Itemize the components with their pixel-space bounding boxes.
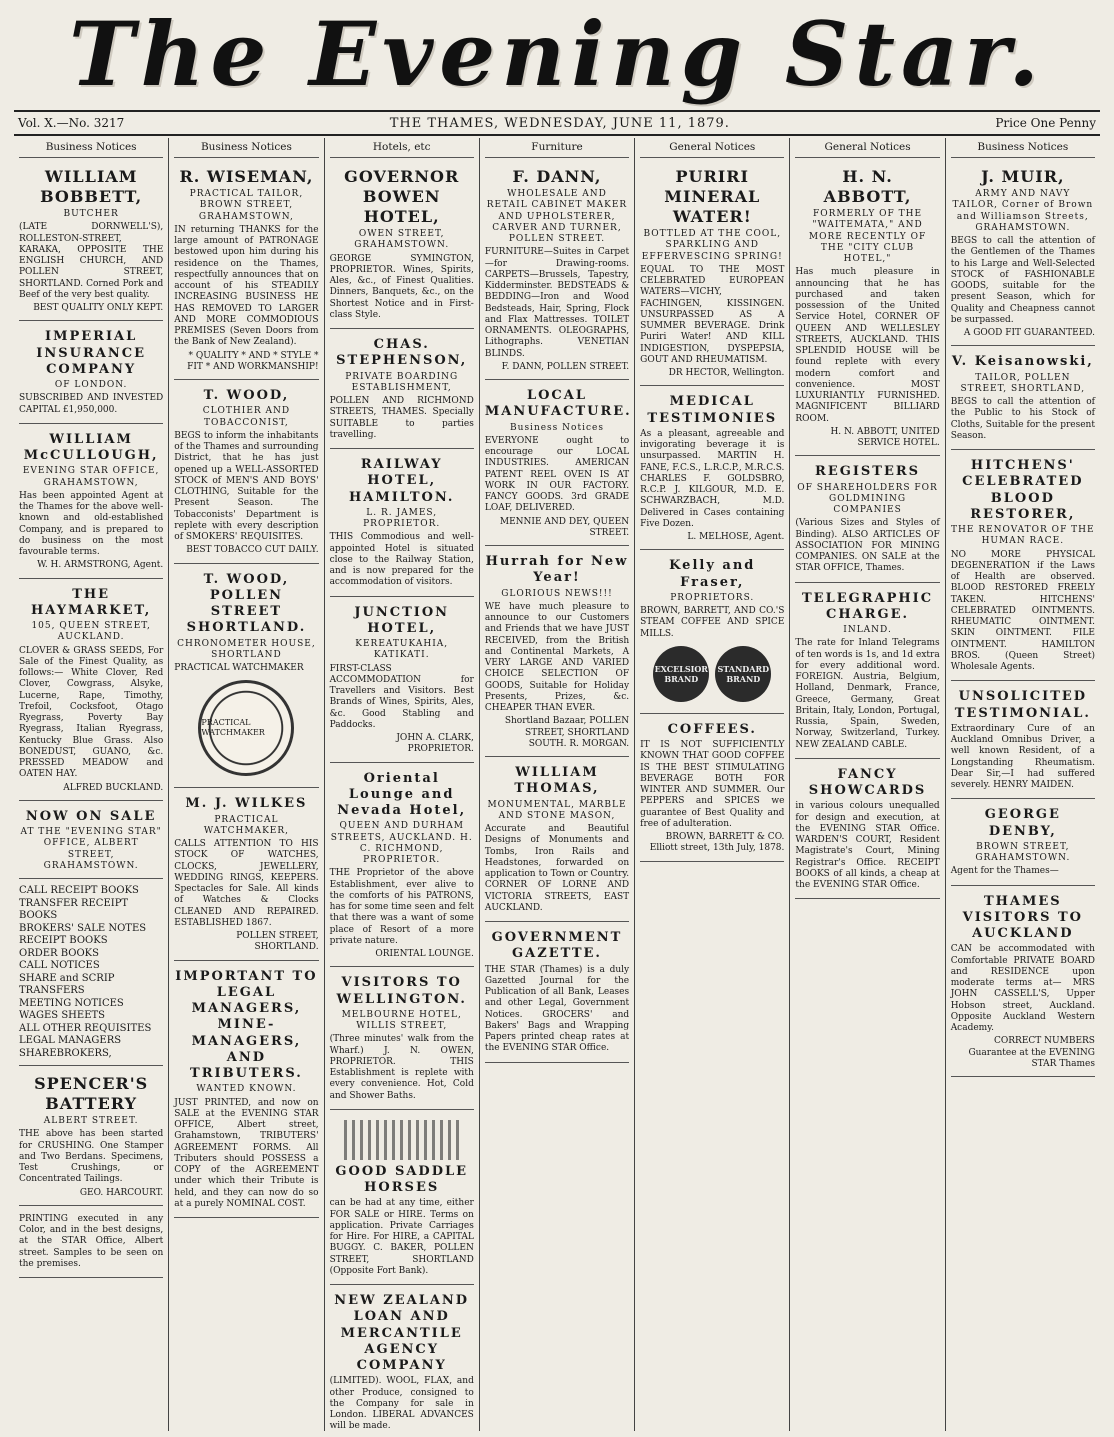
column-header: Hotels, etc	[330, 138, 474, 158]
ad-subheading: MONUMENTAL, MARBLE AND STONE MASON,	[487, 799, 627, 821]
ad-body: IN returning THANKS for the large amount of PATRONAGE bestowed upon him during his residence on the Thames, respectfully announces that on account of his STEADILY INCREASING BUSINESS HE HAS REMOVED TO LARGER AND MORE COMMODIOUS PREMISES (Seven Doors from the Bank of New Zealand).	[174, 224, 319, 348]
advertisement	[640, 717, 784, 862]
ad-subheading: FORMERLY OF THE "WAITEMATA," AND MORE RECENTLY OF THE "CITY CLUB HOTEL,"	[808, 209, 927, 265]
ad-body: POLLEN AND RICHMOND STREETS, THAMES. Specially SUITABLE to parties travelling.	[329, 396, 474, 440]
ad-subheading: OF LONDON.	[54, 380, 128, 391]
advertisement	[174, 964, 318, 1219]
ad-subheading: EVENING STAR OFFICE, GRAHAMSTOWN,	[22, 466, 160, 488]
columns	[14, 138, 1100, 1431]
ad-footer: GEO. HARCOURT.	[79, 1187, 164, 1198]
advertisement	[330, 766, 474, 968]
advertisement	[19, 324, 163, 424]
advertisement	[795, 162, 939, 456]
ad-subheading: BUTCHER	[63, 209, 119, 220]
advertisement	[951, 162, 1095, 346]
ad-heading: NOW ON SALE	[25, 808, 157, 824]
ad-subheading: BROWN STREET, GRAHAMSTOWN.	[975, 841, 1071, 864]
advertisement	[640, 553, 784, 714]
stationery-item: ALL OTHER REQUISITES	[19, 1022, 152, 1034]
ad-heading: NEW ZEALAND LOAN AND MERCANTILE AGENCY COMPANY	[334, 1293, 470, 1374]
ad-heading: H. N. ABBOTT,	[823, 167, 912, 207]
ad-heading: V. Keisanowski,	[951, 354, 1094, 370]
ad-body: PRACTICAL WATCHMAKER	[174, 663, 304, 674]
ad-body: EQUAL TO THE MOST CELEBRATED EUROPEAN WATERS—VICHY, FACHINGEN, KISSINGEN. UNSURPASSED AS A SUMMER BEVERAGE. Drink Puriri Water! AND KILL INDIGESTION, DYSPEPSIA, GOUT AND RHEUMATISM.	[640, 264, 785, 365]
ad-heading: THAMES VISITORS TO AUCKLAND	[962, 893, 1083, 942]
ad-body: WE have much pleasure to announce to our Customers and Friends that we have JUST RECEIVED, from the British and Continental Markets, A VERY LARGE AND VARIED CHOICE SELECTION OF GOODS, Suitable for Holiday Presents, Prizes, &c. CHEAPER THAN EVER.	[484, 601, 630, 714]
advertisement	[485, 925, 629, 1063]
advertisement	[19, 427, 163, 579]
watch-illustration: PRACTICAL WATCHMAKER	[198, 680, 294, 776]
ad-footer: F. DANN, POLLEN STREET.	[501, 361, 630, 372]
ad-heading: R. WISEMAN,	[179, 167, 314, 187]
column-header: General Notices	[795, 138, 939, 158]
ad-footer: W. H. ARMSTRONG, Agent.	[37, 560, 164, 571]
column-6	[789, 138, 944, 1431]
ad-heading: J. MUIR,	[981, 167, 1065, 187]
ad-body: GEORGE SYMINGTON, PROPRIETOR. Wines, Spirits, Ales, &c., of Finest Qualities. Dinners, Banquets, &c., on the Shortest Notice and in First-class Style.	[329, 253, 474, 320]
ad-body: (Various Sizes and Styles of Binding). ALSO ARTICLES OF ASSOCIATION FOR MINING COMPANIES. ON SALE at the STAR OFFICE, Thames.	[795, 518, 940, 574]
ad-footer: POLLEN STREET, SHORTLAND.	[236, 931, 319, 953]
stationery-item: RECEIPT BOOKS	[19, 935, 108, 947]
ad-heading: REGISTERS	[815, 464, 921, 480]
stationery-item: CALL RECEIPT BOOKS	[19, 885, 139, 897]
advertisement	[330, 970, 474, 1110]
ad-body: NO MORE PHYSICAL DEGENERATION if the Laws of Health are observed. BLOOD RESTORED FREELY TAKEN. HITCHENS' CELEBRATED OINTMENTS. RHEUMATIC OINTMENT. SKIN OINTMENT. FILE OINTMENT. HAMILTON BROS. (Queen Street) Wholesale Agents.	[950, 549, 1095, 673]
column-header: General Notices	[640, 138, 784, 158]
stationery-item: MEETING NOTICES	[19, 997, 124, 1009]
ad-subheading: OWEN STREET, GRAHAMSTOWN.	[354, 229, 450, 251]
brand-badges	[640, 646, 784, 702]
ad-footer: DR HECTOR, Wellington.	[668, 368, 785, 379]
advertisement	[330, 332, 474, 449]
ad-heading: TELEGRAPHIC CHARGE.	[801, 590, 934, 622]
ad-footer: ORIENTAL LOUNGE.	[375, 949, 474, 960]
ad-body: BEGS to call the attention of the Public to his Stock of Cloths, Suitable for the present Season.	[950, 397, 1095, 441]
ad-subheading: QUEEN AND DURHAM STREETS, AUCKLAND. H. C. RICHMOND, PROPRIETOR.	[330, 821, 473, 866]
ad-heading: PURIRI MINERAL WATER!	[664, 167, 761, 227]
column-header: Business Notices	[19, 138, 163, 158]
column-1	[14, 138, 168, 1431]
ad-subheading: WHOLESALE AND RETAIL CABINET MAKER AND UPHOLSTERER, CARVER AND TURNER, POLLEN STREET.	[486, 189, 628, 245]
ad-heading: IMPERIAL INSURANCE COMPANY	[36, 329, 146, 377]
ad-heading: COFFEES.	[667, 721, 757, 737]
place-date: THE THAMES, WEDNESDAY, JUNE 11, 1879.	[389, 115, 730, 131]
ad-subheading: 105, QUEEN STREET, AUCKLAND.	[31, 621, 151, 643]
ad-subheading: TAILOR, POLLEN STREET, SHORTLAND,	[960, 372, 1086, 394]
stationery-item: TRANSFER RECEIPT BOOKS	[19, 897, 129, 922]
ad-heading: Kelly and Fraser,	[669, 558, 756, 590]
ad-heading: M. J. WILKES	[185, 796, 308, 812]
ad-subheading: AT THE "EVENING STAR" OFFICE, ALBERT STREET, GRAHAMSTOWN.	[20, 827, 162, 871]
advertisement	[330, 1288, 474, 1431]
advertisement	[485, 760, 629, 922]
ad-heading: WILLIAM McCULLOUGH,	[23, 431, 159, 464]
advertisement	[484, 383, 632, 546]
dateline	[14, 110, 1100, 136]
ad-subheading: GLORIOUS NEWS!!!	[501, 588, 613, 599]
ad-heading: Hurrah for New Year!	[485, 554, 629, 586]
ad-subheading: THE RENOVATOR OF THE HUMAN RACE.	[951, 525, 1095, 547]
ad-body: BEGS to inform the inhabitants of the Thames and surrounding District, that he has just opened up a WELL-ASSORTED STOCK of MEN'S AND BOYS' CLOTHING, Suitable for the Present Season. The Tobacconists' Department is replete with every description of SMOKERS' REQUISITES.	[174, 430, 319, 543]
ad-subheading: PROPRIETORS.	[670, 592, 755, 603]
ad-footer: BEST TOBACCO CUT DAILY.	[186, 545, 319, 556]
ad-heading: HITCHENS' CELEBRATED BLOOD RESTORER,	[962, 458, 1084, 522]
carriage-illustration	[344, 1120, 459, 1160]
ad-body: CLOVER & GRASS SEEDS, For Sale of the Finest Quality, as follows:— White Clover, Red Clover, Cowgrass, Alsyke, Lucerne, Rape, Timothy, Trefoil, Cocksfoot, Otago Ryegrass, Poverty Bay Ryegrass, Italian Ryegrass, Kentucky Blue Grass. Also BONEDUST, GUANO, &c. PRESSED MEADOW and OATEN HAY.	[19, 645, 164, 780]
ad-heading: WILLIAM BOBBETT,	[40, 167, 143, 207]
ad-body: SUBSCRIBED AND INVESTED CAPITAL £1,950,000.	[19, 393, 164, 415]
ad-heading: IMPORTANT TO LEGAL MANAGERS, MINE-MANAGERS, AND TRIBUTERS.	[175, 968, 318, 1082]
stationery-item: CALL NOTICES	[19, 960, 100, 972]
ad-subheading: CHRONOMETER HOUSE, SHORTLAND	[177, 638, 316, 660]
ad-footer: MENNIE AND DEY, QUEEN STREET.	[499, 516, 630, 538]
stationery-item: SHARE and SCRIP TRANSFERS	[19, 972, 115, 997]
ad-heading: JUNCTION HOTEL,	[354, 604, 450, 636]
advertisement	[174, 162, 318, 380]
ad-heading: GEORGE DENBY,	[984, 807, 1061, 839]
ad-heading: F. DANN,	[512, 167, 602, 187]
column-7	[945, 138, 1100, 1431]
advertisement	[19, 162, 163, 321]
ad-subheading: INLAND.	[843, 625, 892, 636]
column-3	[324, 138, 479, 1431]
ad-body: THE STAR (Thames) is a duly Gazetted Journal for the Publication of all Bank, Leases and other Legal, Government Notices. GROCERS' and Bakers' Bags and Wrapping Papers printed cheap rates at the EVENING STAR Office.	[484, 964, 630, 1054]
price: Price One Penny	[995, 116, 1096, 130]
ad-subheading: ARMY AND NAVY TAILOR, Corner of Brown and Williamson Streets, GRAHAMSTOWN.	[952, 189, 1094, 233]
ad-heading: LOCAL MANUFACTURE.	[484, 388, 632, 420]
ad-body: THE above has been started for CRUSHING. One Stamper and Two Berdans. Specimens, Test Crushings, or Concentrated Tailings.	[19, 1129, 164, 1185]
advertisement	[951, 453, 1095, 681]
column-2	[168, 138, 323, 1431]
ad-heading: UNSOLICITED TESTIMONIAL.	[954, 689, 1091, 721]
ad-heading: T. WOOD, POLLEN STREET SHORTLAND.	[186, 571, 307, 636]
stationery-item: LEGAL MANAGERS	[19, 1035, 122, 1047]
ad-body: Agent for the Thames—	[950, 866, 1059, 877]
advertisement	[485, 162, 629, 380]
ad-subheading: L. R. JAMES, PROPRIETOR.	[363, 507, 441, 530]
ad-subheading: WANTED KNOWN.	[196, 1084, 297, 1095]
ad-body: BEGS to call the attention of the Gentlemen of the Thames to his Large and Well-Selected STOCK of FASHIONABLE GOODS, suitable for the present Season, which for Quality and Cheapness cannot be surpassed.	[950, 236, 1095, 325]
ad-body: Has much pleasure in announcing that he has purchased and taken possession of the United Service Hotel, CORNER OF QUEEN AND WELLESLEY STREETS, AUCKLAND. THIS SPLENDID HOUSE will be found replete with every modern comfort and convenience. MOST LUXURIANTLY FURNISHED. MAGNIFICENT BILLIARD ROOM.	[795, 267, 940, 424]
column-header: Business Notices	[951, 138, 1095, 158]
ad-footer: BROWN, BARRETT & CO. Elliott street, 13th July, 1878.	[649, 832, 785, 854]
ad-body: PRINTING executed in any Color, and in the best designs, at the STAR Office, Albert street. Samples to be seen on the premises.	[19, 1213, 164, 1269]
ad-footer: * QUALITY * AND * STYLE * FIT * AND WORKMANSHIP!	[187, 350, 319, 372]
brand-badge: EXCELSIOR BRAND	[653, 646, 709, 702]
ad-footer: BEST QUALITY ONLY KEPT.	[33, 303, 164, 314]
ad-body: (Three minutes' walk from the Wharf.) J. N. OWEN, PROPRIETOR. THIS Establishment is replete with every convenience. Hot, Cold and Shower Baths.	[329, 1034, 474, 1101]
advertisement	[951, 802, 1095, 885]
advertisement	[951, 889, 1095, 1078]
ad-body: The rate for Inland Telegrams of ten words is 1s, and 1d extra for every additional word. FOREIGN. Austria, Belgium, Holland, Denmark, France, Greece, Germany, Great Britain, Italy, London, Portugal, Russia, Spain, Sweden, Norway, Switzerland, Turkey. NEW ZEALAND CABLE.	[795, 638, 940, 750]
column-header: Furniture	[485, 138, 629, 158]
ad-footer: JOHN A. CLARK, PROPRIETOR.	[396, 733, 474, 755]
advertisement	[951, 349, 1095, 450]
advertisement	[640, 162, 784, 386]
advertisement	[19, 1069, 163, 1206]
ad-heading: T. WOOD,	[203, 388, 290, 404]
advertisement	[795, 459, 939, 582]
advertisement	[330, 162, 474, 329]
ad-heading: Oriental Lounge and Nevada Hotel,	[337, 770, 467, 819]
stationery-list	[19, 882, 163, 1066]
advertisement	[19, 804, 163, 879]
ad-subheading: Business Notices	[510, 422, 604, 433]
ad-footer: H. N. ABBOTT, UNITED SERVICE HOTEL.	[830, 426, 940, 449]
ad-footer: Shortland Bazaar, POLLEN STREET, SHORTLAND SOUTH. R. MORGAN.	[504, 716, 630, 749]
ad-body: (LIMITED). WOOL, FLAX, and other Produce, consigned to the Company for sale in London. LIBERAL ADVANCES will be made.	[329, 1376, 474, 1431]
ad-body: CALLS ATTENTION TO HIS STOCK OF WATCHES, CLOCKS, JEWELLERY, WEDDING RINGS, KEEPERS. Spectacles for Sale. All kinds of Watches & Clocks CLEANED AND REPAIRED. ESTABLISHED 1867.	[174, 839, 319, 928]
advertisement	[174, 791, 318, 960]
advertisement	[485, 549, 629, 757]
ad-body: Extraordinary Cure of an Auckland Omnibus Driver, a well known Resident, of a Longstanding Rheumatism. Dear Sir,—I had suffered severely. HENRY MAIDEN.	[950, 723, 1095, 791]
ad-body: Accurate and Beautiful Designs of Monuments and Tombs, Iron Rails and Headstones, forwarded on application to Town or Country. CORNER OF LORNE AND VICTORIA STREETS, EAST AUCKLAND.	[484, 824, 630, 913]
stationery-item: BROKERS' SALE NOTES	[19, 922, 147, 934]
ad-footer: L. MELHOSE, Agent.	[687, 532, 785, 543]
ad-footer: CORRECT NUMBERS Guarantee at the EVENING STAR Thames	[968, 1036, 1095, 1069]
masthead	[0, 0, 1114, 108]
masthead-title: The Evening Star.	[69, 2, 1045, 106]
ad-body: FIRST-CLASS ACCOMMODATION for Travellers and Visitors. Best Brands of Wines, Spirits, Ales, &c. Good Stabling and Paddocks.	[329, 663, 474, 730]
column-header: Business Notices	[174, 138, 318, 158]
ad-heading: GOVERNMENT GAZETTE.	[491, 930, 623, 962]
ad-footer: ALFRED BUCKLAND.	[63, 782, 164, 793]
advertisement	[951, 684, 1095, 799]
ad-body: BROWN, BARRETT, AND CO.'S STEAM COFFEE AND SPICE MILLS.	[640, 606, 785, 639]
advertisement	[174, 567, 318, 789]
ad-subheading: PRACTICAL TAILOR, BROWN STREET, GRAHAMSTOWN,	[189, 189, 304, 222]
ad-body: FURNITURE—Suites in Carpet—for Drawing-rooms. CARPETS—Brussels, Tapestry, Kidderminster. BEDSTEADS & BEDDING—Iron and Wood Bedsteads, Hair, Spring, Flock and Flax Mattresses. TOILET ORNAMENTS. OLEOGRAPHS, Lithographs. VENETIAN BLINDS.	[484, 247, 630, 359]
ad-subheading: MELBOURNE HOTEL, WILLIS STREET,	[341, 1009, 462, 1032]
ad-subheading: ALBERT STREET.	[43, 1116, 139, 1127]
ad-heading: THE HAYMARKET,	[31, 586, 152, 618]
ad-subheading: OF SHAREHOLDERS FOR GOLDMINING COMPANIES	[797, 482, 938, 516]
ad-body: THE Proprietor of the above Establishment, ever alive to the comforts of his PATRONS, has for some time seen and felt that there was a want of some place of Resort of a more private nature.	[329, 868, 474, 946]
ad-body: JUST PRINTED, and now on SALE at the EVENING STAR OFFICE, Albert street, Grahamstown, TRIBUTERS' AGREEMENT FORMS. All Tributers should POSSESS a COPY of the AGREEMENT under which their Tribute is held, and they can now do so at a purely NOMINAL COST.	[174, 1097, 319, 1209]
ad-heading: VISITORS TO WELLINGTON.	[336, 975, 467, 1007]
ad-subheading: BOTTLED AT THE COOL, SPARKLING AND EFFERVESCING SPRING!	[641, 229, 783, 262]
ad-heading: WILLIAM THOMAS,	[514, 765, 600, 797]
ad-heading: CHAS. STEPHENSON,	[336, 337, 468, 369]
stationery-item: SHAREBROKERS,	[19, 1047, 112, 1059]
ad-heading: RAILWAY HOTEL, HAMILTON.	[348, 457, 455, 505]
stationery-item: WAGES SHEETS	[19, 1010, 106, 1022]
advertisement	[330, 600, 474, 763]
advertisement	[330, 1113, 474, 1285]
advertisement	[330, 452, 474, 597]
volume-number: Vol. X.—No. 3217	[18, 116, 125, 130]
ad-footer: A GOOD FIT GUARANTEED.	[963, 328, 1095, 339]
advertisement	[19, 582, 163, 801]
ad-body: EVERYONE ought to encourage our LOCAL INDUSTRIES. AMERICAN PATENT REEL OVEN IS AT WORK IN OUR FACTORY. FANCY GOODS. 3rd GRADE LOAF, DELIVERED.	[484, 435, 630, 514]
column-4	[479, 138, 634, 1431]
ad-heading: FANCY SHOWCARDS	[808, 766, 927, 799]
ad-heading: MEDICAL TESTIMONIES	[647, 394, 778, 426]
ad-body: IT IS NOT SUFFICIENTLY KNOWN THAT GOOD COFFEE IS THE BEST STIMULATING BEVERAGE BOTH FOR WINTER AND SUMMER. Our PEPPERS and SPICES we guarantee of Best Quality and free of adulteration.	[640, 740, 785, 829]
ad-heading: GOVERNOR BOWEN HOTEL,	[344, 167, 460, 227]
ad-subheading: CLOTHIER AND TOBACCONIST,	[202, 406, 291, 428]
ad-subheading: PRACTICAL WATCHMAKER,	[203, 814, 290, 836]
ad-body: CAN be accommodated with Comfortable PRIVATE BOARD and RESIDENCE upon moderate terms at— MRS JOHN CASSELL'S, Upper Hobson street, Auckland. Opposite Auckland Western Academy.	[950, 944, 1095, 1034]
ad-body: in various colours unequalled for design and execution, at the EVENING STAR Office. WARDEN'S COURT, Resident Magistrate's Court, Mining Registrar's Office. RECEIPT BOOKS of all kinds, a cheap at the EVENING STAR Office.	[795, 801, 940, 891]
ad-subheading: KEREATUKAHIA, KATIKATI.	[355, 639, 449, 661]
advertisement	[640, 389, 784, 550]
advertisement	[19, 1209, 163, 1278]
ad-subheading: PRIVATE BOARDING ESTABLISHMENT,	[345, 371, 459, 393]
ad-body: (LATE DORNWELL'S), ROLLESTON-STREET, KARAKA, OPPOSITE THE ENGLISH CHURCH, AND POLLEN STREET, SHORTLAND. Corned Pork and Beef of the very best quality.	[19, 222, 164, 300]
ad-body: Has been appointed Agent at the Thames for the above well-known and old-established Company, and is prepared to do business on the most favourable terms.	[19, 490, 164, 558]
advertisement	[174, 383, 318, 564]
brand-badge: STANDARD BRAND	[715, 646, 771, 702]
advertisement	[795, 586, 939, 759]
ad-heading: GOOD SADDLE HORSES	[335, 1163, 469, 1196]
ad-body: As a pleasant, agreeable and invigorating beverage it is unsurpassed. MARTIN H. FANE, F.C.S., L.R.C.P., M.R.C.S. CHARLES F. GOLDSBRO, R.C.P. J. KILGOUR, M.D. E. SCHWARZBACH, M.D. Delivered in Cases containing Five Dozen.	[640, 428, 785, 529]
advertisement	[795, 762, 939, 900]
stationery-item: ORDER BOOKS	[19, 947, 100, 959]
ad-body: THIS Commodious and well-appointed Hotel is situated close to the Railway Station, and is now prepared for the accommodation of visitors.	[329, 532, 474, 588]
ad-heading: SPENCER'S BATTERY	[34, 1074, 149, 1114]
ad-body: can be had at any time, either FOR SALE or HIRE. Terms on application. Private Carriages for Hire. For HIRE, a CAPITAL BUGGY. C. BAKER, POLLEN STREET, SHORTLAND (Opposite Fort Bank).	[329, 1198, 474, 1276]
column-5	[634, 138, 789, 1431]
